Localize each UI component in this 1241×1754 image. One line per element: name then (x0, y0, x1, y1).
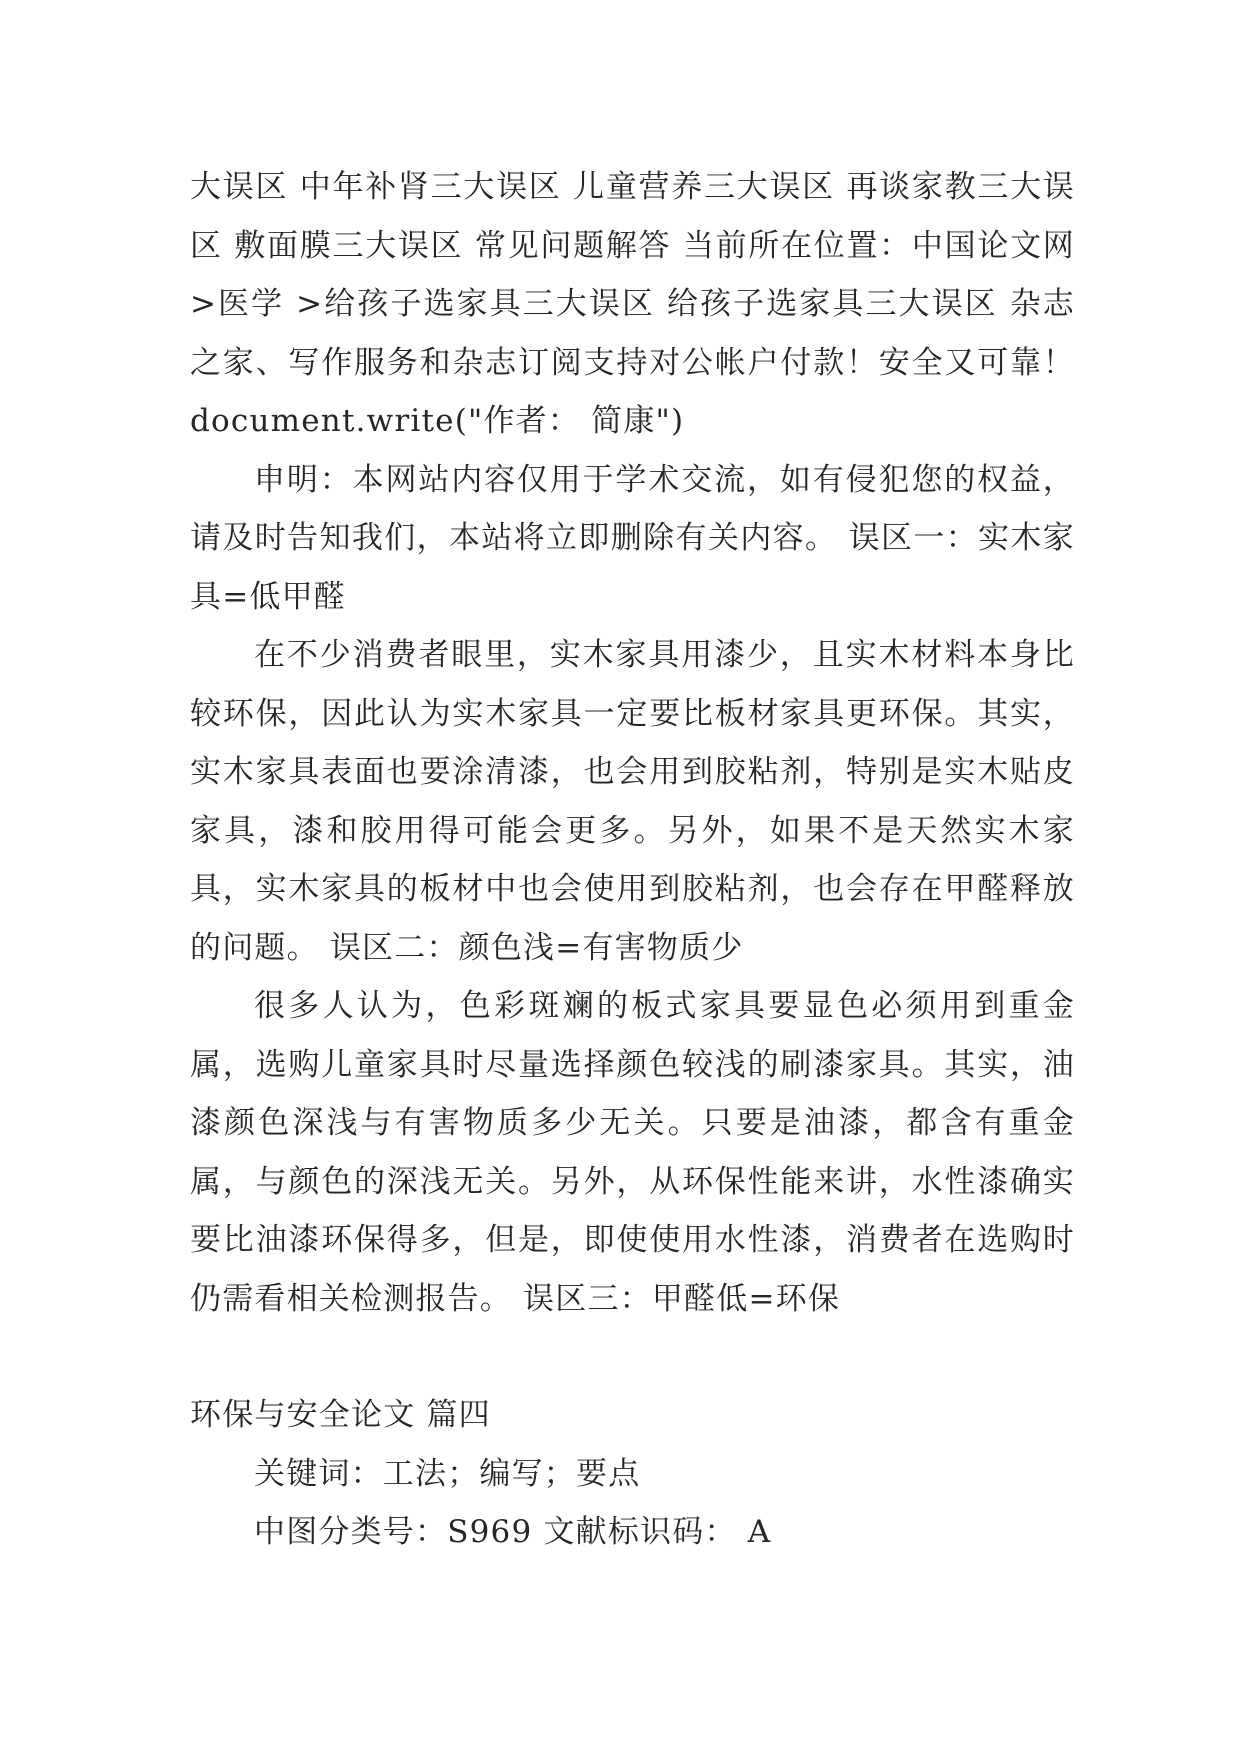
classification-line: 中图分类号：S969 文献标识码： A (254, 1514, 772, 1550)
solid-wood-paragraph: 在不少消费者眼里，实木家具用漆少，且实木材料本身比较环保，因此认为实木家具一定要比板材家具更环保。其实，实木家具表面也要涂清漆，也会用到胶粘剂，特别是实木贴皮家具，漆和胶用得可能会更多。另外，如果不是天然实木家具，实木家具的板材中也会使用到胶粘剂，也会存在甲醛释放的问题。 误区二：颜色浅=有害物质少 (190, 637, 1075, 966)
document-body (190, 158, 1075, 1562)
keywords-line: 关键词：工法；编写；要点 (254, 1455, 641, 1492)
color-paragraph: 很多人认为，色彩斑斓的板式家具要显色必须用到重金属，选购儿童家具时尽量选择颜色较浅的刷漆家具。其实，油漆颜色深浅与有害物质多少无关。只要是油漆，都含有重金属，与颜色的深浅无关。另外，从环保性能来讲，水性漆确实要比油漆环保得多，但是，即使使用水性漆，消费者在选购时仍需看相关检测报告。 误区三：甲醛低=环保 (190, 988, 1075, 1317)
section-title: 环保与安全论文 篇四 (190, 1397, 491, 1433)
statement-paragraph: 申明：本网站内容仅用于学术交流，如有侵犯您的权益，请及时告知我们，本站将立即删除有关内容。 误区一：实木家具=低甲醛 (190, 461, 1075, 615)
intro-paragraph: 大误区 中年补肾三大误区 儿童营养三大误区 再谈家教三大误区 敷面膜三大误区 常见问题解答 当前所在位置：中国论文网 >医学 >给孩子选家具三大误区 给孩子选家具三大误区 杂志之家、写作服务和杂志订阅支持对公帐户付款！安全又可靠！ document.write("作者： 简康") (190, 169, 1075, 439)
